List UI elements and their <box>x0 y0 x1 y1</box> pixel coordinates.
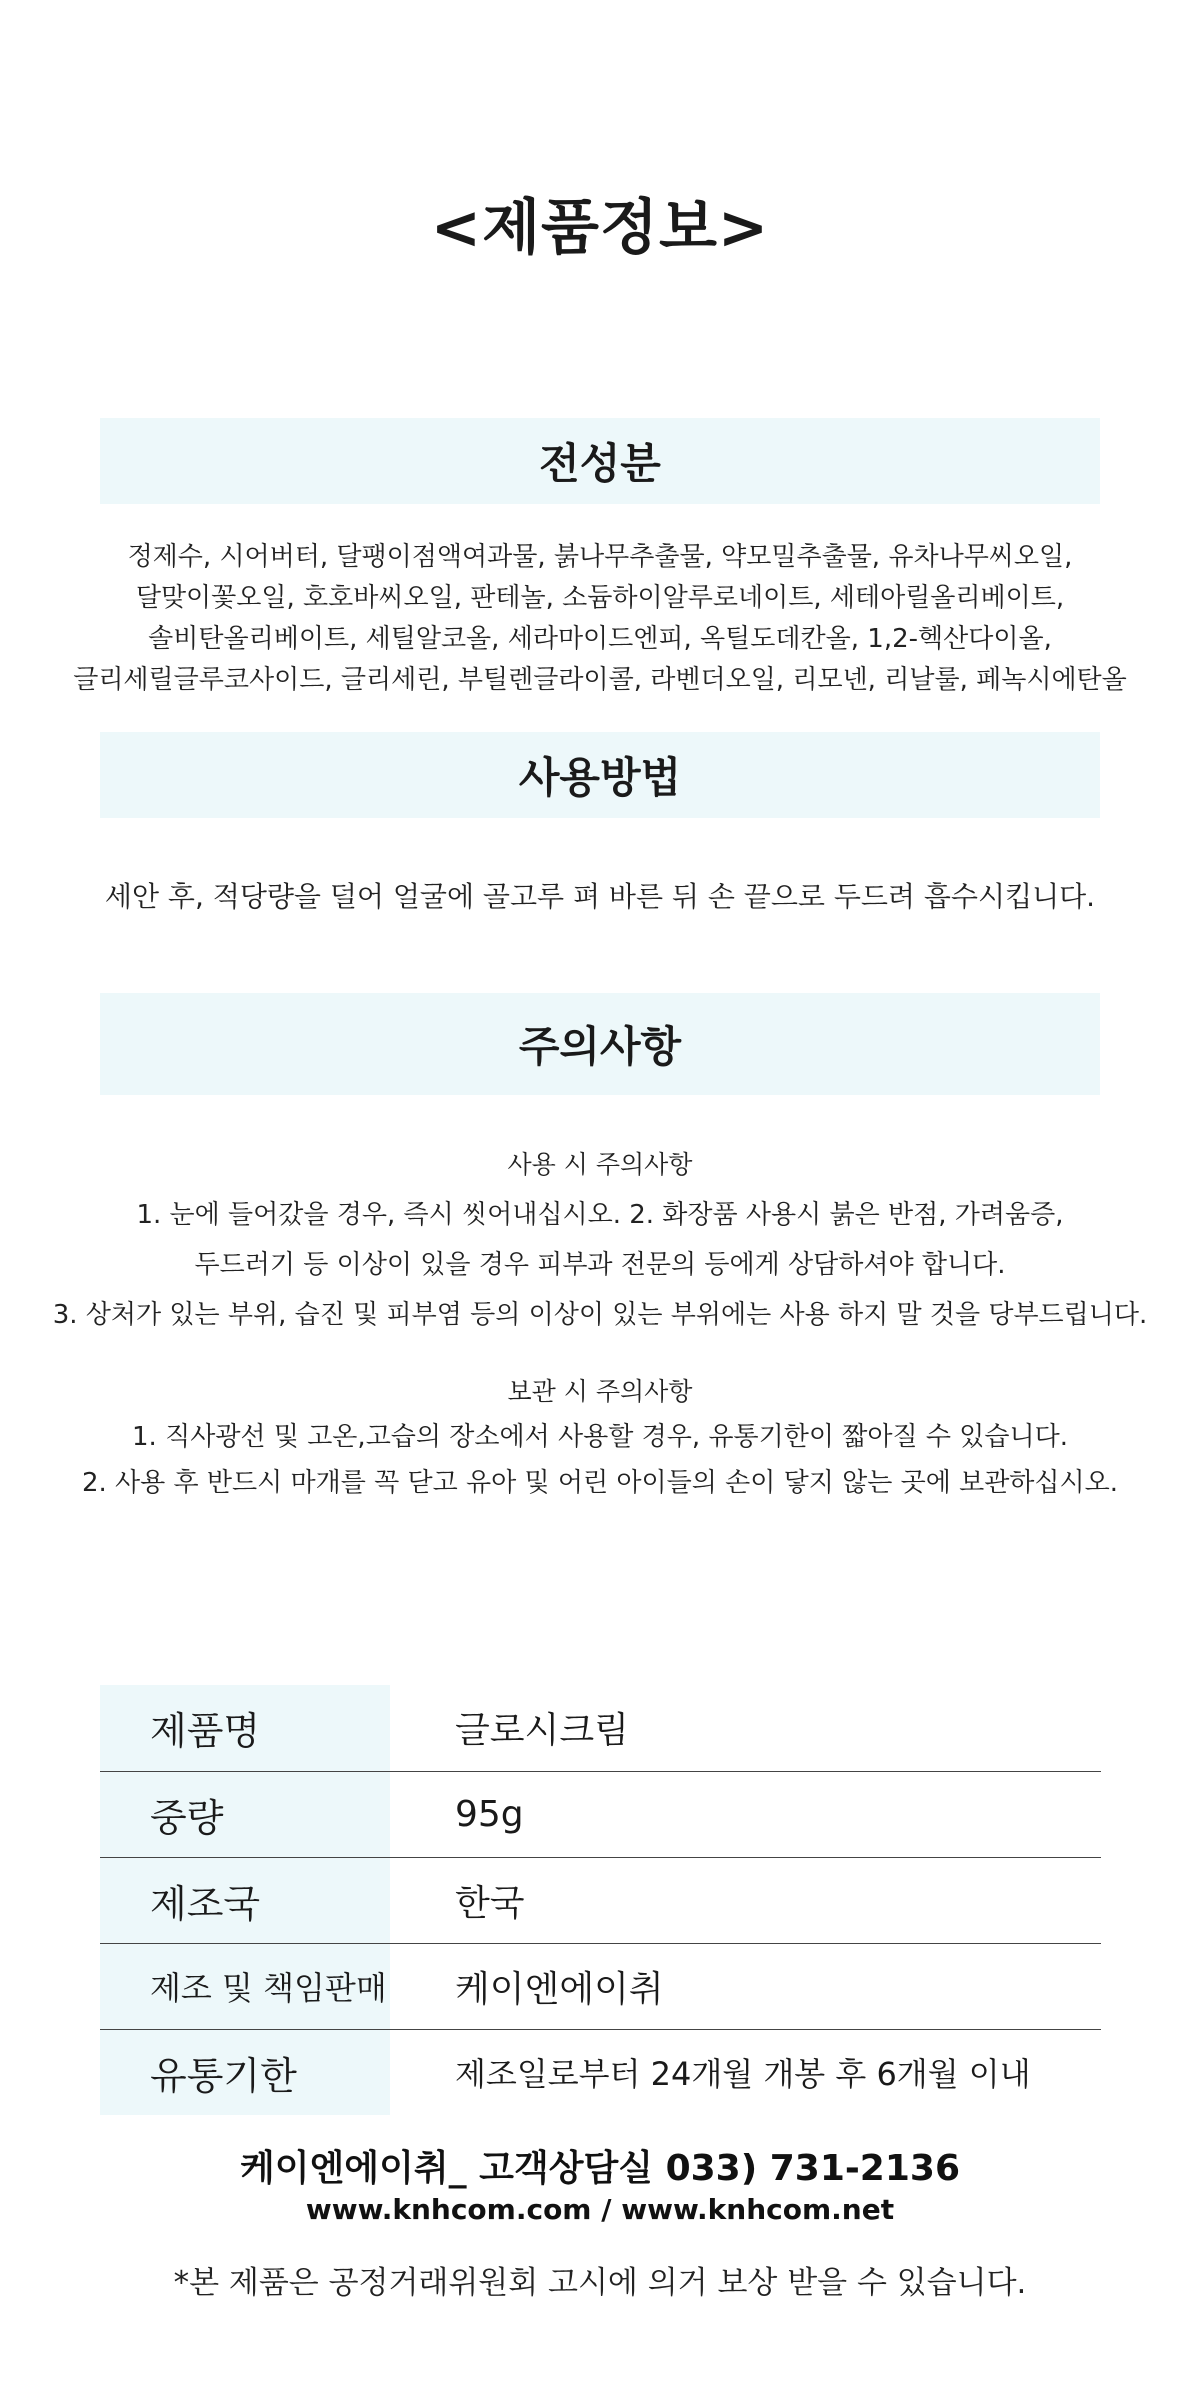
storage-caution-heading: 보관 시 주의사항 <box>507 1377 693 1406</box>
product-name-label: 제품명 <box>100 1685 390 1771</box>
ingredients-line: 정제수, 시어버터, 달팽이점액여과물, 붉나무추출물, 약모밀추출물, 유차나무씨오일, <box>127 542 1073 572</box>
customer-center-contact: 케이엔에이취_ 고객상담실 033) 731-2136 <box>239 2148 961 2189</box>
table-row <box>100 1943 1101 2029</box>
table-row <box>100 1771 1101 1857</box>
caution-heading: 주의사항 <box>100 993 1100 1095</box>
expiry-value: 제조일로부터 24개월 개봉 후 6개월 이내 <box>390 2029 1101 2115</box>
storage-caution-line: 1. 직사광선 및 고온,고습의 장소에서 사용할 경우, 유통기한이 짧아질 수 있습니다. <box>132 1422 1068 1452</box>
product-info-table <box>100 1685 1101 2115</box>
product-name-value: 글로시크림 <box>455 1710 629 1752</box>
usage-text: 세안 후, 적당량을 덜어 얼굴에 골고루 펴 바른 뒤 손 끝으로 두드려 흡수시킵니다. <box>104 880 1096 913</box>
use-caution-line: 두드러기 등 이상이 있을 경우 피부과 전문의 등에게 상담하셔야 합니다. <box>194 1250 1006 1280</box>
ingredients-heading: 전성분 <box>100 418 1100 504</box>
ingredients-line: 글리세릴글루코사이드, 글리세린, 부틸렌글라이콜, 라벤더오일, 리모넨, 리날룰, 페녹시에탄올 <box>73 665 1127 695</box>
weight-label: 중량 <box>100 1771 390 1857</box>
country-label: 제조국 <box>100 1857 390 1943</box>
manufacturer-label: 제조 및 책임판매 <box>100 1943 390 2029</box>
table-row <box>100 2029 1101 2115</box>
ingredients-line: 달맞이꽃오일, 호호바씨오일, 판테놀, 소듐하이알루로네이트, 세테아릴올리베이트, <box>135 583 1065 613</box>
use-caution-heading: 사용 시 주의사항 <box>507 1150 693 1179</box>
compensation-notice: *본 제품은 공정거래위원회 고시에 의거 보상 받을 수 있습니다. <box>173 2265 1027 2301</box>
storage-caution-line: 2. 사용 후 반드시 마개를 꼭 닫고 유아 및 어린 아이들의 손이 닿지 않는 곳에 보관하십시오. <box>81 1468 1119 1498</box>
manufacturer-value: 케이엔에이취 <box>390 1943 1101 2029</box>
table-row <box>100 1685 1101 1771</box>
ingredients-list <box>0 537 1200 701</box>
caution-section <box>0 1140 1200 1506</box>
use-caution-line: 3. 상처가 있는 부위, 습진 및 피부염 등의 이상이 있는 부위에는 사용 하지 말 것을 당부드립니다. <box>52 1300 1148 1330</box>
country-value: 한국 <box>390 1857 1101 1943</box>
expiry-label: 유통기한 <box>100 2029 390 2115</box>
table-row <box>100 1857 1101 1943</box>
ingredients-line: 솔비탄올리베이트, 세틸알코올, 세라마이드엔피, 옥틸도데칸올, 1,2-헥산다이올, <box>148 624 1052 654</box>
use-caution-line: 1. 눈에 들어갔을 경우, 즉시 씻어내십시오. 2. 화장품 사용시 붉은 반점, 가려움증, <box>136 1200 1064 1230</box>
website-links[interactable]: www.knhcom.com / www.knhcom.net <box>305 2193 895 2226</box>
weight-value: 95g <box>390 1771 1101 1857</box>
usage-heading: 사용방법 <box>100 732 1100 818</box>
page-title: <제품정보> <box>430 193 770 263</box>
